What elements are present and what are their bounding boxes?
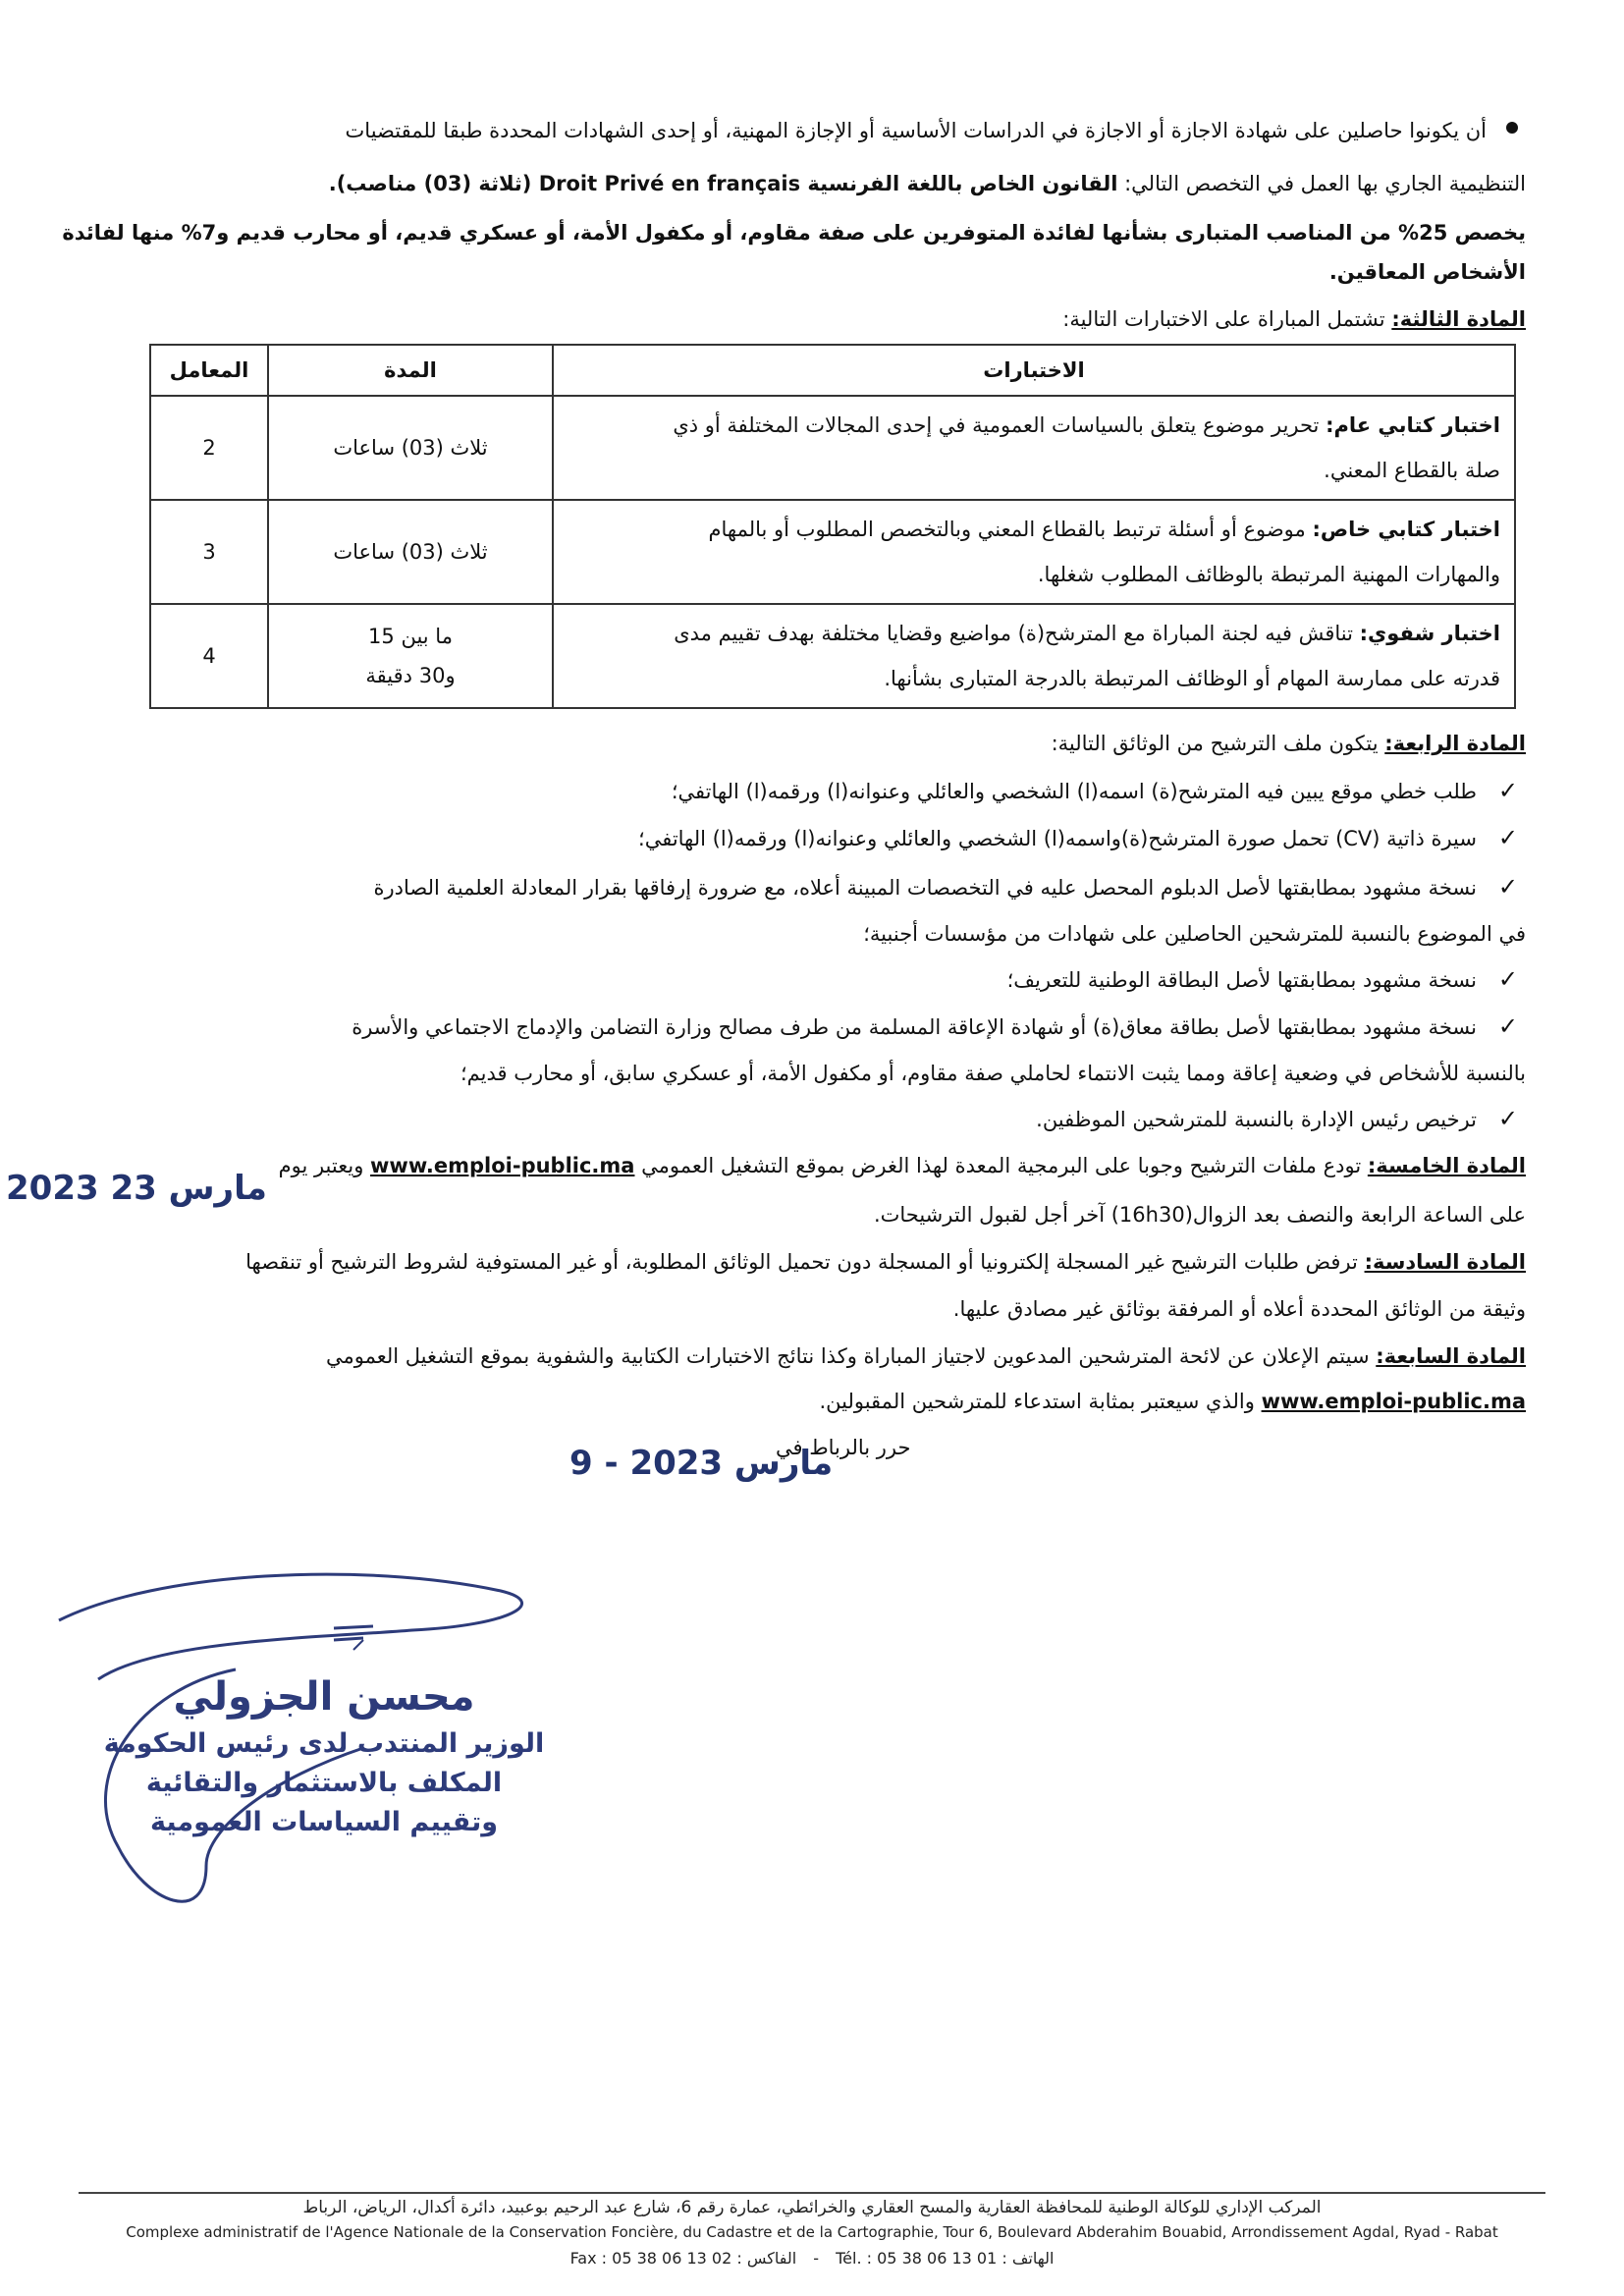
- header-duration: المدة: [268, 345, 553, 396]
- article4-label: المادة الرابعة:: [1384, 732, 1526, 755]
- specialty-text: القانون الخاص باللغة الفرنسية Droit Privé en français (ثلاثة (03) مناصب).: [328, 172, 1118, 195]
- checkmark-icon: ✓: [1497, 965, 1518, 993]
- footer-contact: [79, 2249, 1545, 2268]
- list-item-line1: نسخة مشهود بمطابقتها لأصل الدبلوم المحصل عليه في التخصصات المبينة أعلاه، مع ضرورة إرفاقها بقرار المعادلة العلمية الصادرة: [373, 876, 1477, 900]
- footer-separator: -: [813, 2249, 820, 2268]
- list-item: [157, 1011, 1518, 1042]
- checkmark-icon: ✓: [1497, 824, 1518, 851]
- table-row: [150, 396, 1515, 500]
- article3-label: المادة الثالثة:: [1391, 307, 1526, 331]
- checkmark-icon: ✓: [1497, 873, 1518, 901]
- bullet-line-2: [157, 169, 1526, 198]
- article5-line-2: على الساعة الرابعة والنصف بعد الزوال(16h30) آخر أجل لقبول الترشيحات.: [873, 1203, 1526, 1227]
- exam-duration: [268, 396, 553, 500]
- exam-desc-line2: قدرته على ممارسة المهام أو الوظائف المرتبطة بالدرجة المتبارى بشأنها.: [884, 667, 1500, 690]
- signatory-title-line3: وتقييم السياسات العمومية: [150, 1807, 498, 1837]
- article3-text: تشتمل المباراة على الاختبارات التالية:: [1062, 307, 1385, 331]
- quota-line-2: الأشخاص المعاقين.: [1328, 260, 1526, 284]
- article5-line-end: ويعتبر يوم: [278, 1154, 364, 1177]
- quota-line-1: يخصص 25% من المناصب المتبارى بشأنها لفائدة المتوفرين على صفة مقاوم، أو مكفول الأمة، أو عسكري قديم، أو محارب قديم و7% منها لفائدة: [62, 221, 1526, 245]
- article5-text: تودع ملفات الترشيح وجوبا على البرمجية المعدة لهذا الغرض بموقع التشغيل العمومي: [641, 1154, 1362, 1177]
- header-coefficient: المعامل: [150, 345, 268, 396]
- exam-duration-line1: ثلاث (03) ساعات: [333, 540, 488, 564]
- list-item-line1: ترخيص رئيس الإدارة بالنسبة للمترشحين الموظفين.: [1036, 1108, 1477, 1131]
- exam-desc-line1: تحرير موضوع يتعلق بالسياسات العمومية في إحدى المجالات المختلفة أو ذي: [673, 413, 1320, 437]
- exam-description: [553, 500, 1515, 604]
- signatory-title-line2: المكلف بالاستثمار والتقائية: [145, 1768, 503, 1798]
- list-item-line1: سيرة ذاتية (CV) تحمل صورة المترشح(ة)واسمه(ا) الشخصي والعائلي وعنوانه(ا) ورقمه(ا) الهاتفي؛: [638, 827, 1477, 850]
- exam-desc-line2: صلة بالقطاع المعني.: [1324, 459, 1500, 482]
- footer-address-fr: Complexe administratif de l'Agence Nationale de la Conservation Foncière, du Cadastre et de la Cartographie, Tour 6, Boulevard Abderahim Bouabid, Arrondissement Agdal, Ryad - Rabat: [126, 2223, 1498, 2241]
- list-item: [157, 823, 1518, 853]
- issued-text: حرر بالرباط في: [776, 1436, 911, 1459]
- list-item-continuation: في الموضوع بالنسبة للمترشحين الحاصلين على شهادات من مؤسسات أجنبية؛: [863, 922, 1526, 946]
- article5-label: المادة الخامسة:: [1367, 1154, 1526, 1177]
- header-tests: الاختبارات: [553, 345, 1515, 396]
- article5-site-link: www.emploi-public.ma: [370, 1154, 635, 1177]
- exams-table: [149, 344, 1516, 709]
- exam-desc-line1: موضوع أو أسئلة ترتبط بالقطاع المعني وبالتخصص المطلوب أو بالمهام: [708, 518, 1306, 541]
- footer-tel: Tél. : 05 38 06 13 01 : الهاتف: [836, 2249, 1055, 2268]
- exam-name: اختبار شفوي:: [1359, 622, 1500, 645]
- article4-heading: [157, 729, 1526, 758]
- footer-address-ar: المركب الإداري للوكالة الوطنية للمحافظة العقارية والمسح العقاري والخرائطي، عمارة رقم 6، شارع عبد الرحيم بوعبيد، دائرة أكدال، الرياض، الرباط: [302, 2198, 1322, 2217]
- exam-duration: [268, 604, 553, 708]
- exam-coefficient: 4: [150, 604, 268, 708]
- exam-duration-line1: ما بين 15: [368, 625, 453, 648]
- article6-text: ترفض طلبات الترشيح غير المسجلة إلكترونيا أو المسجلة دون تحميل الوثائق المطلوبة، أو غير المستوفية لشروط الترشيح أو تنقصها: [245, 1250, 1358, 1274]
- list-item-line1: طلب خطي موقع يبين فيه المترشح(ة) اسمه(ا) الشخصي والعائلي وعنوانه(ا) ورقمه(ا) الهاتفي؛: [671, 780, 1477, 803]
- article6-line-1: [157, 1247, 1526, 1277]
- list-item: [157, 964, 1518, 995]
- checkmark-icon: ✓: [1497, 777, 1518, 804]
- exam-duration-line2: و30 دقيقة: [365, 664, 456, 687]
- exam-name: اختبار كتابي عام:: [1326, 413, 1500, 437]
- exam-coefficient: 2: [150, 396, 268, 500]
- footer-divider: [79, 2192, 1545, 2194]
- article7-line-1: [157, 1341, 1526, 1371]
- list-item-line1: نسخة مشهود بمطابقتها لأصل بطاقة معاق(ة) أو شهادة الإعاقة المسلمة من طرف مصالح وزارة التضامن والإدماج الاجتماعي والأسرة: [352, 1015, 1477, 1039]
- table-row: [150, 500, 1515, 604]
- signatory-name: محسن الجزولي: [173, 1674, 475, 1720]
- exam-desc-line1: تناقش فيه لجنة المباراة مع المترشح(ة) مواضيع وقضايا مختلفة بهدف تقييم مدى: [674, 622, 1353, 645]
- exam-name: اختبار كتابي خاص:: [1312, 518, 1500, 541]
- article4-text: يتكون ملف الترشيح من الوثائق التالية:: [1051, 732, 1379, 755]
- checkmark-icon: ✓: [1497, 1105, 1518, 1132]
- article6-label: المادة السادسة:: [1364, 1250, 1526, 1274]
- footer-fax: Fax : 05 38 06 13 02 : الفاكس: [569, 2249, 797, 2268]
- exam-desc-line2: والمهارات المهنية المرتبطة بالوظائف المطلوب شغلها.: [1037, 563, 1500, 586]
- bullet-dot: [1506, 122, 1518, 134]
- article7-line-2-rest: والذي سيعتبر بمثابة استدعاء للمترشحين المقبولين.: [819, 1390, 1255, 1413]
- signature-block: [98, 1669, 550, 1842]
- article7-label: المادة السابعة:: [1376, 1344, 1526, 1368]
- checkmark-icon: ✓: [1497, 1012, 1518, 1040]
- list-item: [157, 1104, 1518, 1134]
- article3-heading: [157, 304, 1526, 334]
- signatory-title-line1: الوزير المنتدب لدى رئيس الحكومة: [103, 1728, 545, 1759]
- bullet-line-2-prefix: التنظيمية الجاري بها العمل في التخصص التالي:: [1124, 172, 1526, 195]
- article7-line-2: [157, 1387, 1526, 1416]
- handwritten-issue-date: 9 - مارس 2023: [569, 1444, 834, 1483]
- exam-coefficient: 3: [150, 500, 268, 604]
- exam-duration: [268, 500, 553, 604]
- table-row: [150, 604, 1515, 708]
- article7-site-link: www.emploi-public.ma: [1261, 1390, 1526, 1413]
- article5-line-1: [278, 1151, 1526, 1180]
- exam-description: [553, 396, 1515, 500]
- list-item: [157, 776, 1518, 806]
- article7-text: سيتم الإعلان عن لائحة المترشحين المدعوين لاجتياز المباراة وكذا نتائج الاختبارات الكتابية والشفوية بموقع التشغيل العمومي: [326, 1344, 1370, 1368]
- exam-duration-line1: ثلاث (03) ساعات: [333, 436, 488, 460]
- bullet-line-1: أن يكونوا حاصلين على شهادة الاجازة أو الاجازة في الدراسات الأساسية أو الإجازة المهنية، أو إحدى الشهادات المحددة طبقا للمقتضيات: [345, 119, 1487, 142]
- list-item: [157, 872, 1518, 902]
- list-item-continuation: بالنسبة للأشخاص في وضعية إعاقة ومما يثبت الانتماء لحاملي صفة مقاوم، أو مكفول الأمة، أو عسكري سابق، أو محارب قديم؛: [460, 1062, 1526, 1085]
- list-item-line1: نسخة مشهود بمطابقتها لأصل البطاقة الوطنية للتعريف؛: [1006, 968, 1477, 992]
- handwritten-deadline-date: 2023 مارس 23: [6, 1169, 267, 1208]
- article6-line-2: وثيقة من الوثائق المحددة أعلاه أو المرفقة بوثائق غير مصادق عليها.: [952, 1297, 1526, 1321]
- exam-description: [553, 604, 1515, 708]
